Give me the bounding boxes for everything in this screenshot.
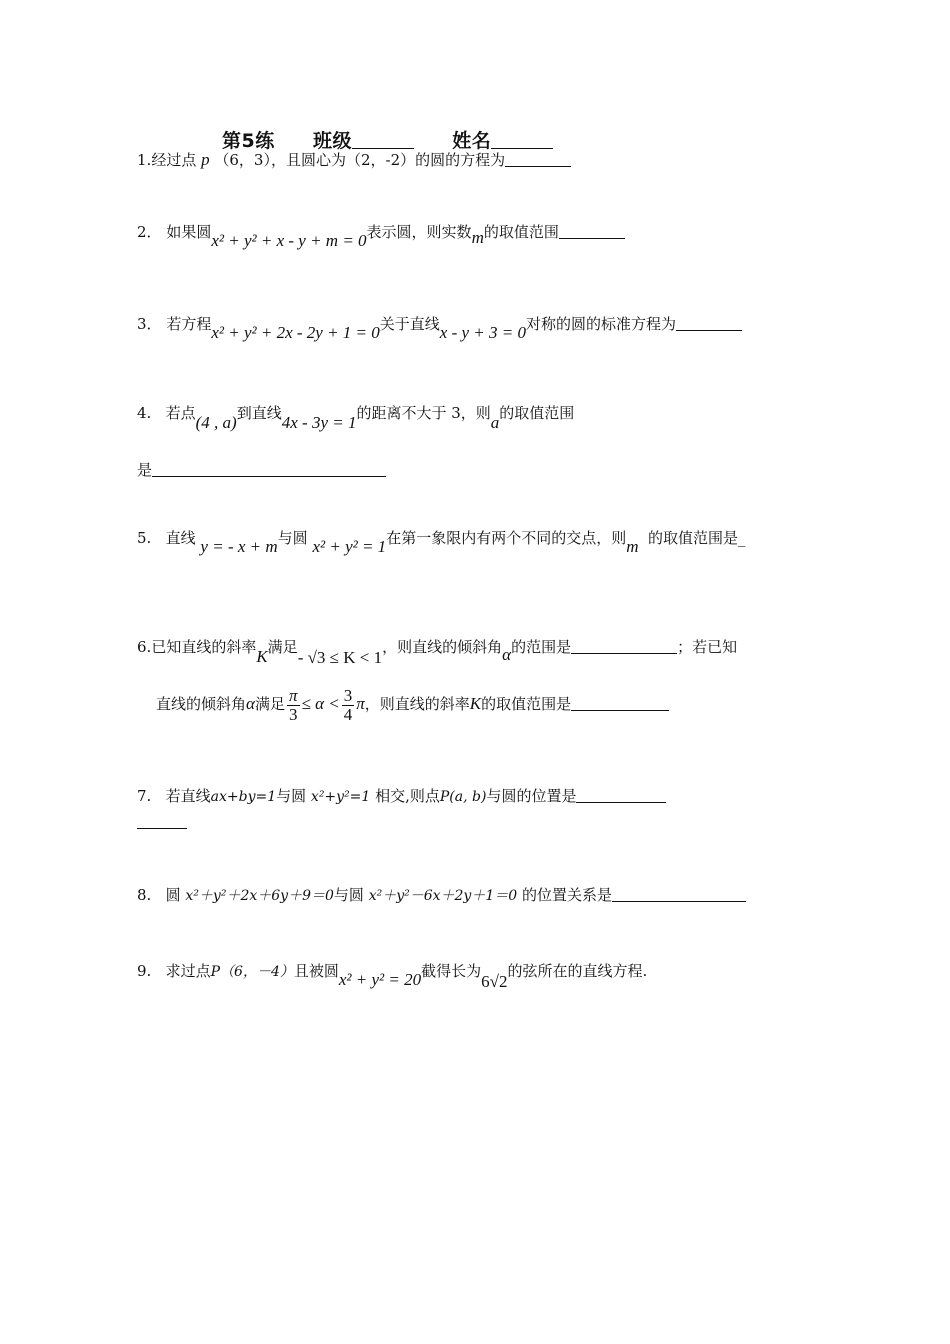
q8-text: 圆 (165, 886, 181, 904)
q9-point: P（6，－4） (210, 964, 294, 980)
q6-answer-blank-2[interactable] (571, 696, 669, 711)
q7-line-equation: ax+by=1 (210, 789, 277, 805)
q4-text-2: 到直线 (236, 404, 282, 422)
q2-answer-blank[interactable] (559, 224, 625, 239)
q7-answer-blank[interactable] (576, 788, 666, 803)
q2-equation: x² + y² + x - y + m = 0 (211, 231, 367, 250)
class-blank[interactable] (352, 130, 414, 149)
q6-var-k-2: K (469, 694, 482, 713)
class-label: 班级 (312, 130, 352, 152)
question-4-cont (137, 460, 386, 480)
q5-var-m: m (626, 537, 639, 556)
q7-number: 7. (137, 787, 152, 805)
q7-point: P(a, b) (439, 789, 487, 805)
q6-text-9: 的取值范围是 (481, 695, 572, 713)
q7-answer-blank-2[interactable] (137, 814, 187, 829)
q7-text-3: 相交,则点 (375, 787, 440, 805)
exercise-title: 第5练 (222, 130, 275, 152)
q8-number: 8. (137, 886, 152, 904)
q9-text: 求过点 (165, 962, 211, 980)
q6-text-2: 满足 (267, 638, 298, 656)
q3-text: 若方程 (166, 315, 212, 333)
question-3 (137, 314, 742, 342)
worksheet-header (222, 126, 553, 153)
q5-text-3: 在第一象限内有两个不同的交点，则 (386, 529, 627, 547)
q6-text: 已知直线的斜率 (151, 638, 257, 656)
q1-point-var: p (201, 150, 210, 169)
q5-text-2: 与圆 (277, 529, 308, 547)
q4-text: 若点 (165, 404, 196, 422)
q1-answer-blank[interactable] (505, 152, 571, 167)
question-7-cont (137, 812, 187, 832)
q8-circle-2-equation: x²＋y²－6x＋2y＋1＝0 (368, 888, 518, 904)
q7-text: 若直线 (165, 787, 211, 805)
q2-number: 2． (137, 223, 162, 241)
q5-number: 5. (137, 529, 152, 547)
q5-text: 直线 (165, 529, 196, 547)
q6-var-alpha-2: α (246, 694, 255, 713)
q3-equation-1: x² + y² + 2x - 2y + 1 = 0 (211, 323, 380, 342)
q8-answer-blank[interactable] (612, 887, 746, 902)
q8-circle-1-equation: x²＋y²＋2x＋6y＋9＝0 (185, 888, 334, 904)
q9-text-4: 的弦所在的直线方程. (507, 962, 648, 980)
q5-text-4: 的取值范围是_ (648, 529, 746, 547)
q9-circle-equation: x² + y² = 20 (338, 970, 422, 989)
q6-relation: ≤ α < (301, 694, 340, 713)
name-blank[interactable] (491, 130, 553, 149)
q3-text-3: 对称的圆的标准方程为 (526, 315, 677, 333)
question-8 (137, 885, 746, 906)
q3-equation-2: x - y + 3 = 0 (439, 323, 526, 342)
question-6 (137, 637, 738, 667)
q4-number: 4. (137, 404, 152, 422)
q6-text-4: 的范围是 (511, 638, 572, 656)
question-7 (137, 786, 666, 807)
q3-number: 3． (137, 315, 162, 333)
q5-circle-equation: x² + y² = 1 (312, 537, 387, 556)
q6-slope-inequality: - √3 ≤ K < 1 (297, 648, 383, 667)
q8-text-2: 与圆 (333, 886, 364, 904)
q6-text-7: 满足 (254, 695, 285, 713)
q1-text-2: （6，3），且圆心为（2，-2）的圆的方程为 (214, 151, 506, 169)
q6-var-k: K (256, 647, 268, 666)
question-2 (137, 222, 625, 250)
q4-answer-blank[interactable] (152, 462, 386, 477)
name-label: 姓名 (452, 130, 492, 152)
q2-text: 如果圆 (166, 223, 212, 241)
q7-text-2: 与圆 (276, 787, 307, 805)
q6-answer-blank-1[interactable] (571, 639, 677, 654)
q6-fraction-pi-over-3: $\frac{\pi}{3}$ (288, 685, 298, 724)
q6-text-6: 直线的倾斜角 (156, 695, 247, 713)
q4-var-a: a (490, 413, 500, 432)
question-1 (137, 150, 571, 170)
q6-pi: π (356, 694, 365, 713)
q1-number: 1. (137, 151, 152, 169)
q6-var-alpha: α (502, 645, 512, 664)
q8-text-3: 的位置关系是 (521, 886, 612, 904)
q3-text-2: 关于直线 (379, 315, 440, 333)
q6-text-8: ，则直线的斜率 (364, 695, 470, 713)
q4-text-4: 的取值范围 (499, 404, 575, 422)
q4-text-5: 是 (137, 461, 153, 479)
question-6-cont (156, 684, 669, 724)
q2-text-3: 的取值范围 (483, 223, 559, 241)
q9-chord-length: 6√2 (481, 972, 508, 991)
q6-fraction-three-quarters: $\frac{3}{4}$ (343, 685, 353, 724)
q3-answer-blank[interactable] (676, 316, 742, 331)
q1-text: 经过点 (151, 151, 197, 169)
q2-var-m: m (471, 228, 484, 247)
q7-text-4: 与圆的位置是 (486, 787, 577, 805)
q6-text-3: ，则直线的倾斜角 (382, 638, 503, 656)
q7-circle-equation: x²+y²=1 (310, 789, 371, 805)
q9-text-2: 且被圆 (293, 962, 339, 980)
q2-text-2: 表示圆，则实数 (366, 223, 472, 241)
q6-text-5: ；若已知 (677, 638, 738, 656)
question-5 (137, 528, 746, 556)
question-4 (137, 403, 575, 432)
q9-text-3: 截得长为 (421, 962, 482, 980)
q9-number: 9. (137, 962, 152, 980)
q6-number: 6. (137, 638, 152, 656)
q4-equation: 4x - 3y = 1 (281, 413, 357, 432)
q4-text-3: 的距离不大于 3，则 (356, 404, 491, 422)
question-9 (137, 961, 648, 991)
q5-line-equation: y = - x + m (200, 537, 278, 556)
q4-point: (4 , a) (195, 413, 237, 432)
